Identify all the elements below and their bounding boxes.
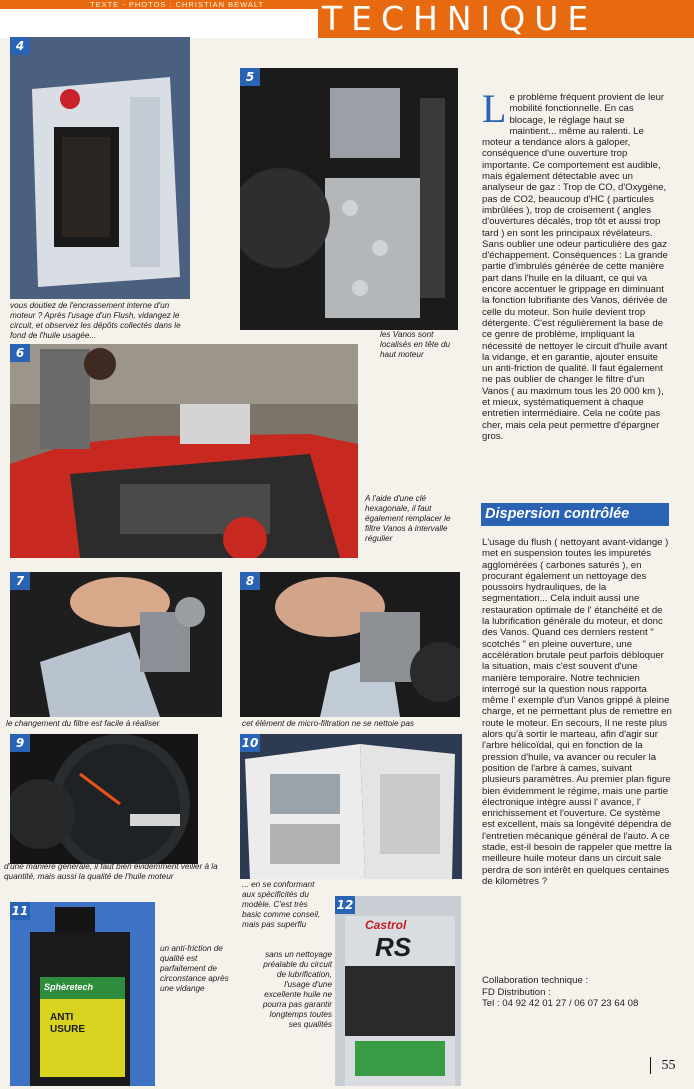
caption-photo-12: sans un nettoyage préalable du circuit de lubrification, l'usage d'une excellente huile ne pourra pas garantir longtemps toutes ses qualités <box>262 950 332 1029</box>
subheading: Dispersion contrôlée <box>481 503 669 526</box>
article-paragraph-1: e problème fréquent provient de leur mobilité fonctionnelle. En cas blocage, le réglage haut se maintient... même au ralenti. Le moteur a tendance alors à galoper, conséquence d'une ouverture trop importante. Ce comportement est audible, mais également détectable avec un analyseur de gaz : Trop de CO, d'Oxygène, pas de CO2, beaucoup d'HC ( particules imbrûlées ), trop de croisement ( angles d'ouvertures décalés, trop tôt et aussi trop tard ) en sont les principaux révélateurs. Sans oublier une odeur particulière des gaz d'échappement. Conséquences : La grande partie d'imbrulés générée de cette manière part dans l'huile en la diluant, ce qui va encore accentuer le grippage en diminuant la fonction lubrifiante des Vanos, dérivée de celle du moteur. Son huile devient trop détergente. C'est régulièrement la base de ce genre de problème, impliquant la nécessité de nettoyer le circuit d'huile avant la vidange, et en garantie, ajouter ensuite un anti-friction de qualité. Il faut également ne pas oublier de changer le filtre d'un Vanos ( au maximum tous les 20 000 km ), et mieux, systématiquement à chaque entretien intermédiaire. Cela ne coûte pas cher, mais cela peut permettre d'épargner gros. <box>482 92 668 442</box>
caption-photo-4: vous doutiez de l'encrassement interne d'un moteur ? Après l'usage d'un Flush, vidangez le circuit, et observez les dépôts collectés dans le fond de l'huile usagée... <box>10 301 181 340</box>
bottle-usure-label: USURE <box>50 1024 86 1035</box>
photo-badge: 7 <box>10 572 30 590</box>
photo-7-filter-change <box>10 572 222 717</box>
can-model-label: RS <box>375 932 412 962</box>
caption-photo-9: d'une manière générale, il faut bien évidemment veiller à la quantité, mais aussi la qualité de l'huile moteur <box>4 862 218 881</box>
collab-title: Collaboration technique : <box>482 975 589 986</box>
caption-photo-6: A l'aide d'une clé hexagonale, il faut également remplacer le filtre Vanos à intervalle régulier <box>365 494 451 543</box>
photo-11-antifriction-bottle <box>10 902 155 1086</box>
bottle-brand-label: Sphèretech <box>44 982 94 992</box>
collab-name: FD Distribution : <box>482 986 551 998</box>
drop-cap: L <box>482 86 507 131</box>
article-paragraph-2: L'usage du flush ( nettoyant avant-vidange ) met en suspension toutes les impuretés agglomérées ( carbones saturés ), en procurant également un nettoyage des poussoirs hydrauliques, de la segmentation... Cela induit aussi une restauration optimale de l' étanchéité et de la lubrification générale du moteur, et donc des Vanos. Quand ces derniers restent " scotchés " en pleine ouverture, une accélération brutale peut parfois débloquer la situation, mais c'est souvent d'une manière temporaire. Notre technicien interrogé sur la question nous rapporta même l' exemple d'un Vanos grippé à pleine charge, et ne permettant plus de remettre en route le moteur. En secours, Il ne reste plus alors qu'à sortir le marteau, afin d'agir sur l'arbre hélicoïdal, qui en fonction de la pression d'huile, va avancer ou reculer la position de l'arbre à cames, suivant plusieurs paramètres. Au premier plan figure bien évidemment le régime, mais une partie électronique intègre aussi l' avance, l' enrichissement et l'ouverture. Ce système est excellent, mais sa longévité dépendra de l'entretien mécanique général de l'auto. A ce stade, est-il besoin de rappeler que mettre la meilleure huile moteur dans un circuit sale perdra de son intérêt en quelques centaines de kilomètres ? <box>482 537 672 887</box>
photo-5-vanos <box>240 68 458 330</box>
photo-badge: 9 <box>10 734 30 752</box>
caption-photo-11: un anti-friction de qualité est parfaitement de circonstance après une vidange <box>160 944 229 993</box>
photo-badge: 11 <box>11 904 29 918</box>
bottle-anti-label: ANTI <box>50 1012 74 1023</box>
photo-badge: 12 <box>336 898 354 912</box>
photo-badge: 4 <box>10 37 30 55</box>
photo-12-castrol-can <box>335 896 461 1086</box>
page-number: 55 <box>650 1057 686 1074</box>
photo-8-micro-filter <box>240 572 460 717</box>
photo-10-manual <box>240 734 462 879</box>
caption-photo-7: le changement du filtre est facile à réaliser <box>6 719 160 728</box>
caption-photo-10: ... en se conformant aux spécificités du modèle. C'est très basic comme conseil, mais pas superflu <box>242 880 321 929</box>
section-title: TECHNIQUE <box>322 0 598 38</box>
photo-badge: 8 <box>240 572 260 590</box>
collaboration-credits <box>482 975 682 1010</box>
caption-photo-8: cet élément de micro-filtration ne se nettoie pas <box>242 719 415 728</box>
can-brand-label: Castrol <box>365 918 407 932</box>
photo-credit: TEXTE - PHOTOS : CHRISTIAN BEWALT <box>90 0 265 9</box>
photo-4-oil-can <box>10 37 190 299</box>
collab-phone: Tel : 04 92 42 01 27 / 06 07 23 64 08 <box>482 998 639 1009</box>
caption-photo-5: les Vanos sont localisés en tête du haut moteur <box>380 330 451 359</box>
photo-9-oil-gauge <box>10 734 198 864</box>
photo-badge: 6 <box>10 344 30 362</box>
photo-badge: 10 <box>241 736 259 750</box>
article-column-1 <box>482 86 670 442</box>
photo-badge: 5 <box>240 68 260 86</box>
photo-6-engine-bay <box>10 344 358 558</box>
